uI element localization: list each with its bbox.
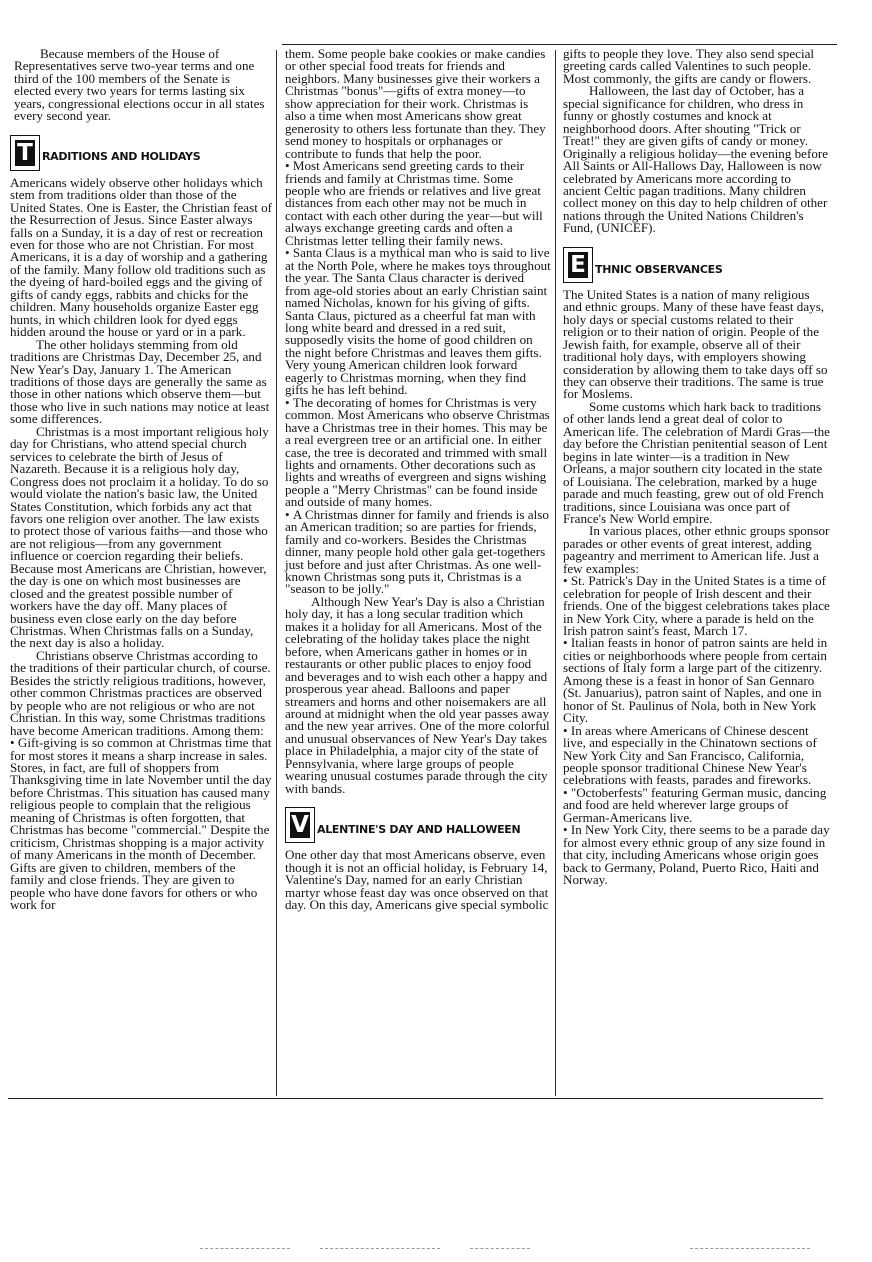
section-heading-ethnic [563,247,831,283]
bullet-paragraph: • Gift-giving is so common at Christmas time that for most stores it means a sharp increase in sales. Stores, in fact, are full of shoppers from Thanksgiving time in late November until the day before Christmas. This situation has caused many religious people to complain that the religious meaning of Christmas is often forgotten, that Christmas has become "commercial." Despite the criticism, Christmas shopping is a major activity of many Americans in the month of December. Gifts are given to children, members of the family and close friends. They are given to people who have done favors for others or who work for [10,737,272,911]
section-heading-text: RADITIONS AND HOLIDAYS [42,150,201,164]
drop-cap: V [285,807,315,843]
paragraph: The United States is a nation of many religious and ethnic groups. Many of these have feast days, holy days or special customs related to their religion or to their nation of origin. People of the Jewish faith, for example, observe all of their traditional holy days, with employers showing consideration by allowing them to take days off so they can observe their traditions. The same is true for Moslems. [563,286,828,402]
bullet-paragraph: • In New York City, there seems to be a parade day for almost every ethnic group of any size found in that city, including Americans whose origin goes back to Germany, Poland, Puerto Rico, Haiti and Norway. [563,824,831,886]
bullet-paragraph: • Most Americans send greeting cards to their friends and family at Christmas time. Some people who are friends or relatives and live great distances from each other may not be much in contact with each other during the year—but will always exchange greeting cards and often a Christmas letter telling their family news. [285,160,551,247]
paragraph: Some customs which hark back to traditions of other lands lend a great deal of color to American life. The celebration of Mardi Gras—the day before the Christian penitential season of Lent begins in late winter—is a tradition in New Orleans, a major southern city located in the state of Louisiana. The celebration, marked by a huge parade and much feasting, grew out of old French traditions, since Louisiana was once part of France's New World empire. [563,398,830,526]
scan-artifact [320,1248,440,1250]
bullet-paragraph: • "Octoberfests" featuring German music, dancing and food are held wherever large groups of German-Americans live. [563,787,831,824]
paragraph: Although New Year's Day is also a Christian holy day, it has a long secular tradition which makes it a holiday for all Americans. Most of the celebrating of the holiday takes place the night before, when Americans gather in homes or in restaurants or other public places to enjoy food and beverages and to wish each other a happy and prosperous year ahead. Balloons and paper streamers and horns and other noisemakers are all around at midnight when the old year passes away and the new year arrives. One of the more colorful and unusual observances of New Year's Day takes place in Philadelphia, a major city of the state of Pennsylvania, where large groups of people wearing unusual costumes parade through the city with bands. [285,593,550,796]
drop-cap: E [563,247,593,283]
scan-artifact [200,1248,290,1250]
bullet-paragraph: • Italian feasts in honor of patron saints are held in cities or neighborhoods where people from certain sections of Italy form a large part of the citizenry. Among these is a feast in honor of San Gennaro (St. Januarius), patron saint of Naples, and one in honor of St. Paulinus of Nola, both in New York City. [563,637,831,724]
column-1 [10,48,272,911]
column-divider-2 [555,50,556,1096]
paragraph: In various places, other ethnic groups sponsor parades or other events of great interest, adding pageantry and merriment to American life. Just a few examples: [563,523,830,576]
paragraph: Americans widely observe other holidays which stem from traditions older than those of the United States. One is Easter, the Christian feast of the Resurrection of Jesus. Since Easter always falls on a Sunday, it is a day of rest or recreation even for those who are not Christian. For most Americans, it is a day of worship and a gathering of the family. Many follow old traditions such as the dyeing of hard-boiled eggs and the giving of gifts of candy eggs, rabbits and chicks for the children. Many households organize Easter egg hunts, in which children look for dyed eggs hidden around the house or yard or in a park. [10,174,273,340]
bullet-paragraph: • Santa Claus is a mythical man who is said to live at the North Pole, where he makes toys throughout the year. The Santa Claus character is derived from age-old stories about an early Christian saint named Nicholas, known for his giving of gifts. Santa Claus, pictured as a cheerful fat man with long white beard and dressed in a red suit, supposedly visits the home of good children on the night before Christmas and leaves them gifts. Very young American children look forward eagerly to Christmas morning, when they find gifts he has left behind. [285,247,551,396]
section-heading-text: ALENTINE'S DAY AND HALLOWEEN [317,822,521,836]
drop-cap: T [10,135,40,171]
section-heading-text: THNIC OBSERVANCES [595,262,723,276]
paragraph: Christians observe Christmas according to the traditions of their particular church, of course. Besides the strictly religious traditions, however, other common Christmas practices are observed by people who are not religious or who are not Christian. In this way, some Christmas traditions have become American traditions. Among them: [10,647,271,738]
column-3 [563,48,831,887]
section-heading-valentines [285,807,551,843]
paragraph: them. Some people bake cookies or make candies or other special food treats for friends and neighbors. Many businesses give their workers a Christmas "bonus"—gifts of extra money—to show appreciation for their work. Christmas is also a time when most Americans show great generosity to others less fortunate than they. They send money to hospitals or orphanages or contribute to funds that help the poor. [285,46,546,161]
column-divider-1 [276,50,277,1096]
top-rule [282,44,837,45]
bullet-paragraph: • St. Patrick's Day in the United States is a time of celebration for people of Irish descent and their friends. One of the biggest celebrations takes place in New York City, where a parade is held on the Irish patron saint's feast, March 17. [563,575,831,637]
bullet-paragraph: • The decorating of homes for Christmas is very common. Most Americans who observe Christmas have a Christmas tree in their homes. This may be a real evergreen tree or an artificial one. In either case, the tree is decorated and trimmed with small lights and ornaments. Other decorations such as lights and wreaths of evergreen and signs wishing people a "Merry Christmas" can be found inside and outside of many homes. [285,397,551,509]
scan-artifact [690,1248,810,1250]
bullet-paragraph: • In areas where Americans of Chinese descent live, and especially in the Chinatown sections of New York City and San Francisco, California, people sponsor traditional Chinese New Year's celebrations with feasts, parades and fireworks. [563,725,831,787]
bottom-rule [8,1098,823,1099]
paragraph: gifts to people they love. They also send special greeting cards called Valentines to such people. Most commonly, the gifts are candy or flowers. [563,46,815,86]
paragraph: The other holidays stemming from old traditions are Christmas Day, December 25, and New Year's Day, January 1. The American traditions of those days are generally the same as those in other nations which observe them—but those who live in such nations may notice at least some differences. [10,336,270,427]
scan-artifact [470,1248,530,1250]
paragraph: One other day that most Americans observe, even though it is not an official holiday, is February 14, Valentine's Day, named for an early Christian martyr whose feast day was once observed on that day. On this day, Americans give special symbolic [285,847,549,912]
section-heading-traditions [10,135,272,171]
paragraph: Christmas is a most important religious holy day for Christians, who attend special church services to celebrate the birth of Jesus of Nazareth. Because it is a religious holy day, Congress does not proclaim it a holiday. To do so would violate the nation's basic law, the United States Constitution, which forbids any act that favors one religion over another. The law exists to protect those of various faiths—and those who are not religious—from any government influence or coercion regarding their beliefs. Because most Americans are Christian, however, the day is one on which most businesses are closed and the greatest possible number of workers have the day off. Many places of business even close early on the day before Christmas. When Christmas falls on a Sunday, the next day is also a holiday. [10,423,269,651]
paragraph: Because members of the House of Representatives serve two-year terms and one third of the 100 members of the Senate is elected every two years for terms lasting six years, congressional elections occur in all states every second year. [14,46,265,124]
paragraph: Halloween, the last day of October, has a special significance for children, who dress in funny or ghostly costumes and knock at neighborhood doors. After shouting "Trick or Treat!" they are given gifts of candy or money. Originally a religious holiday—the evening before All Saints or All-Hallows Day, Halloween is now celebrated by Americans more according to ancient Celtic pagan traditions. Many children collect money on this day to help children of other nations through the United Nations Children's Fund, (UNICEF). [563,83,829,236]
bullet-paragraph: • A Christmas dinner for family and friends is also an American tradition; so are parties for friends, family and co-workers. Besides the Christmas dinner, many people hold other gala get-togethers just before and just after Christmas. As one well-known Christmas song puts it, Christmas is a "season to be jolly." [285,509,551,596]
column-2 [285,48,551,911]
